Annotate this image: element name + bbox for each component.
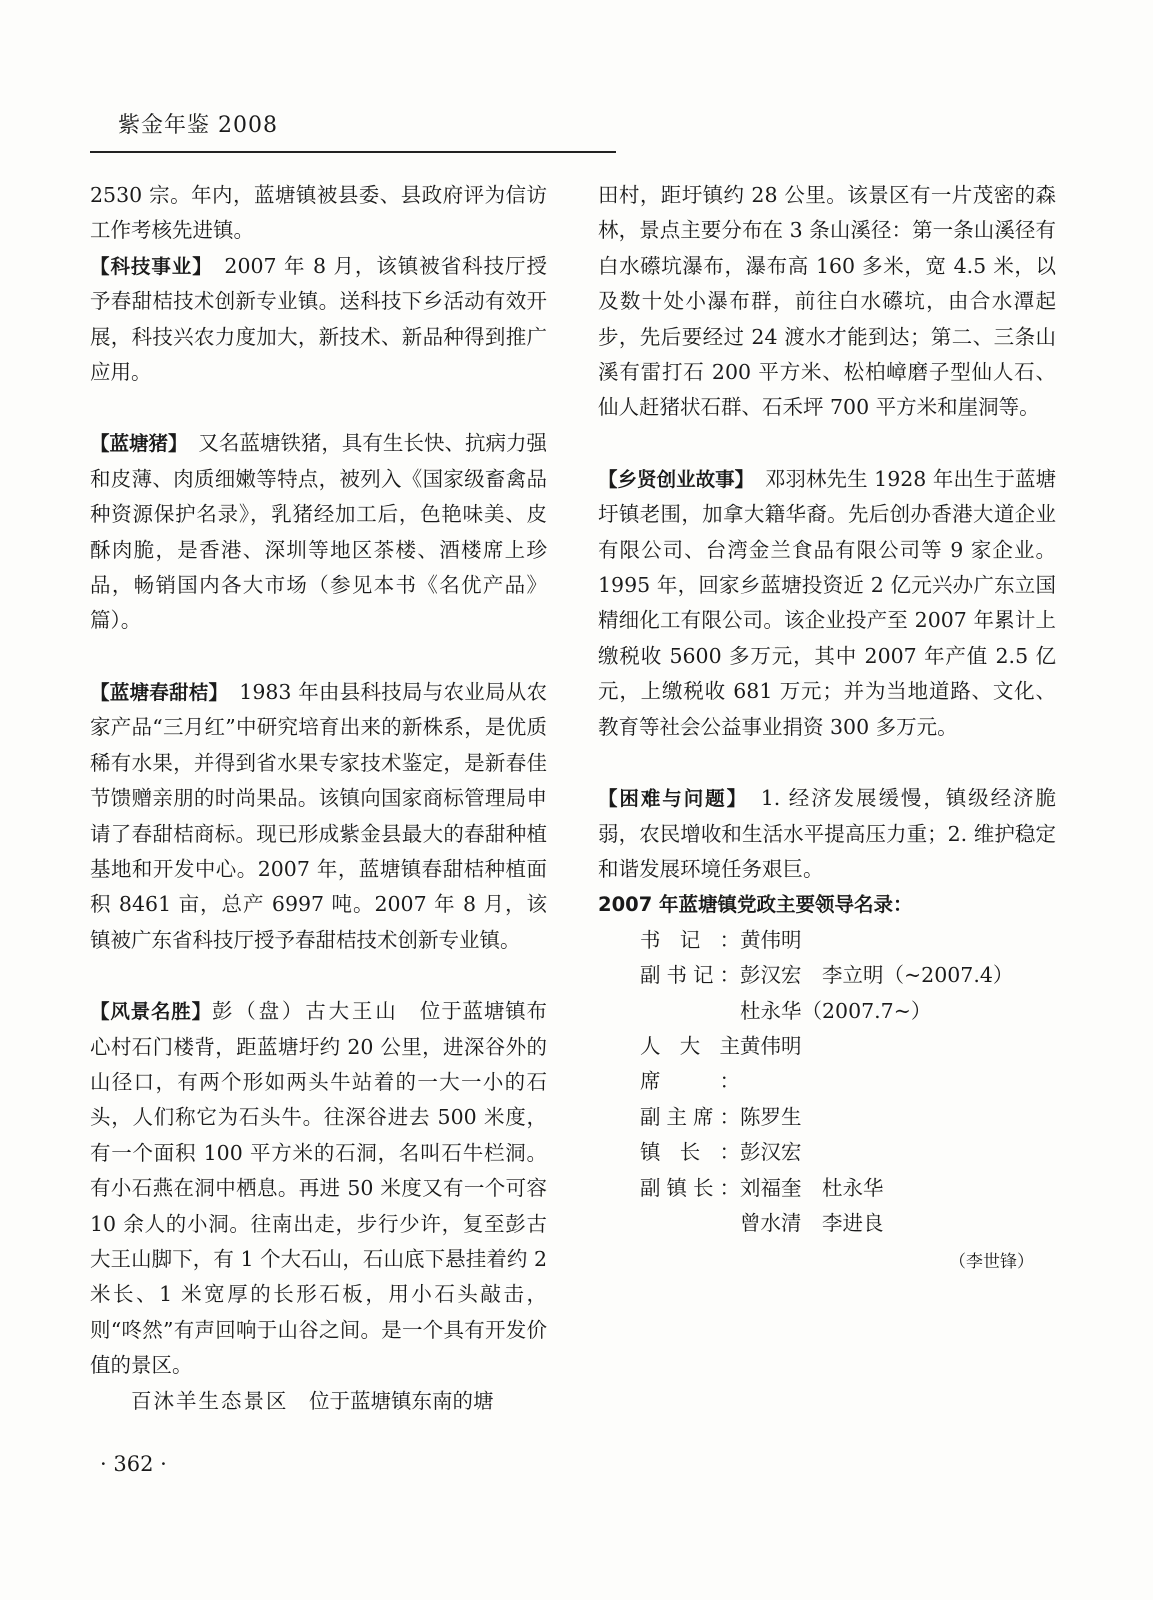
right-column — [598, 178, 1056, 1281]
leader-row — [598, 923, 1056, 958]
leader-names: 陈罗生 — [740, 1104, 802, 1129]
section-scenic-spots — [90, 994, 547, 1383]
page-number: · 362 · — [100, 1452, 167, 1476]
section-tag: 【蓝塘春甜桔】 — [90, 680, 219, 704]
leader-names: 黄伟明 — [740, 1033, 802, 1058]
section-text: 2007 年 8 月，该镇被省科技厅授予春甜桔技术创新专业镇。送科技下乡活动有效开展，科技兴农力度加大，新技术、新品种得到推广应用。 — [90, 253, 547, 385]
leaders-list — [598, 923, 1056, 1242]
leader-role — [640, 994, 740, 1029]
leader-row — [598, 994, 1056, 1029]
leader-role: 副书记： — [640, 963, 740, 988]
header-rule — [90, 151, 616, 153]
section-difficulties — [598, 781, 1056, 887]
leader-row — [598, 1100, 1056, 1135]
leader-role: 镇长： — [640, 1140, 740, 1165]
paragraph-continuation: 田村，距圩镇约 28 公里。该景区有一片茂密的森林，景点主要分布在 3 条山溪径：第一条山溪径有白水礤坑瀑布，瀑布高 160 多米，宽 4.5 米，以及数十处小瀑布群，前往白水礤坑，由合水潭起步，先后要经过 24 渡水才能到达；第二、三条山溪有雷打石 200 平方米、松柏嶂磨子型仙人石、仙人赶猪状石群、石禾坪 700 平方米和崖洞等。 — [598, 183, 1056, 420]
left-column — [90, 178, 547, 1419]
section-text: 1. 经济发展缓慢，镇级经济脆弱，农民增收和生活水平提高压力重；2. 维护稳定和谐发展环境任务艰巨。 — [598, 786, 1056, 881]
leader-names: 曾水清 李进良 — [740, 1210, 884, 1235]
leader-row — [598, 1135, 1056, 1170]
leader-role: 人大主席： — [640, 1033, 740, 1094]
leader-row — [598, 1206, 1056, 1241]
section-spring-tangerine — [90, 675, 547, 958]
section-tag: 【风景名胜】 — [90, 1000, 212, 1024]
leader-names: 黄伟明 — [740, 927, 802, 952]
leaders-list-title: 2007 年蓝塘镇党政主要领导名录： — [598, 893, 913, 917]
leader-row — [598, 1029, 1056, 1100]
leader-role: 副主席： — [640, 1104, 740, 1129]
section-tag: 【科技事业】 — [90, 254, 203, 278]
section-tag: 【蓝塘猪】 — [90, 432, 178, 456]
leader-names: 杜永华（2007.7~） — [740, 998, 932, 1023]
section-tag: 【乡贤创业故事】 — [598, 467, 745, 491]
section-lantang-pig — [90, 426, 547, 638]
leader-role: 书记： — [640, 927, 740, 952]
leader-row — [598, 958, 1056, 993]
section-entrepreneur-story — [598, 462, 1056, 745]
paragraph-continuation: 2530 宗。年内，蓝塘镇被县委、县政府评为信访工作考核先进镇。 — [90, 183, 547, 243]
section-tag: 【困难与问题】 — [598, 787, 739, 811]
section-text: 1983 年由县科技局与农业局从农家产品“三月红”中研究培育出来的新株系，是优质稀有水果，并得到省水果专家技术鉴定，是新春佳节馈赠亲朋的时尚果品。该镇向国家商标管理局申请了春甜桔商标。现已形成紫金县最大的春甜种植基地和开发中心。2007 年，蓝塘镇春甜桔种植面积 8461 亩，总产 6997 吨。2007 年 8 月，该镇被广东省科技厅授予春甜桔技术创新专业镇。 — [90, 679, 547, 952]
section-text: 位于蓝塘镇布心村石门楼背，距蓝塘圩约 20 公里，进深谷外的山径口，有两个形如两头牛站着的一大一小的石头，人们称它为石头牛。往深谷进去 500 米度，有一个面积 100 平方米的石洞，名叫石牛栏洞。有小石燕在洞中栖息。再进 50 米度又有一个可容 10 余人的小洞。往南出走，步行少许，复至彭古大王山脚下，有 1 个大石山，石山底下悬挂着约 2 米长、1 米宽厚的长形石板，用小石头敲击，则“咚然”有声回响于山谷之间。是一个具有开发价值的景区。 — [90, 999, 547, 1378]
section-science — [90, 249, 547, 391]
section-text: 又名蓝塘铁猪，具有生长快、抗病力强和皮薄、肉质细嫩等特点，被列入《国家级畜禽品种资源保护名录》，乳猪经加工后，色艳味美、皮酥肉脆，是香港、深圳等地区茶楼、酒楼席上珍品，畅销国内各大市场（参见本书《名优产品》篇）。 — [90, 431, 547, 633]
scenic-subheading: 百沐羊生态景区 — [131, 1388, 289, 1413]
scenic-second-spot — [90, 1384, 547, 1419]
leader-row — [598, 1171, 1056, 1206]
author-credit: （李世锋） — [949, 1252, 1034, 1273]
leader-role — [640, 1206, 740, 1241]
section-text: 邓羽林先生 1928 年出生于蓝塘圩镇老围，加拿大籍华裔。先后创办香港大道企业有限公司、台湾金兰食品有限公司等 9 家企业。1995 年，回家乡蓝塘投资近 2 亿元兴办广东立国精细化工有限公司。该企业投产至 2007 年累计上缴税收 5600 多万元，其中 2007 年产值 2.5 亿元，上缴税收 681 万元；并为当地道路、文化、教育等社会公益事业捐资 300 多万元。 — [598, 466, 1056, 739]
section-text: 位于蓝塘镇东南的塘 — [288, 1388, 494, 1413]
leader-names: 彭汉宏 — [740, 1140, 802, 1165]
leader-names: 彭汉宏 李立明（~2007.4） — [740, 963, 1014, 988]
scenic-subheading: 彭（盘）古大王山 — [211, 999, 399, 1024]
running-header-title: 紫金年鉴 2008 — [118, 113, 278, 138]
leader-names: 刘福奎 杜永华 — [740, 1175, 884, 1200]
leader-role: 副镇长： — [640, 1175, 740, 1200]
